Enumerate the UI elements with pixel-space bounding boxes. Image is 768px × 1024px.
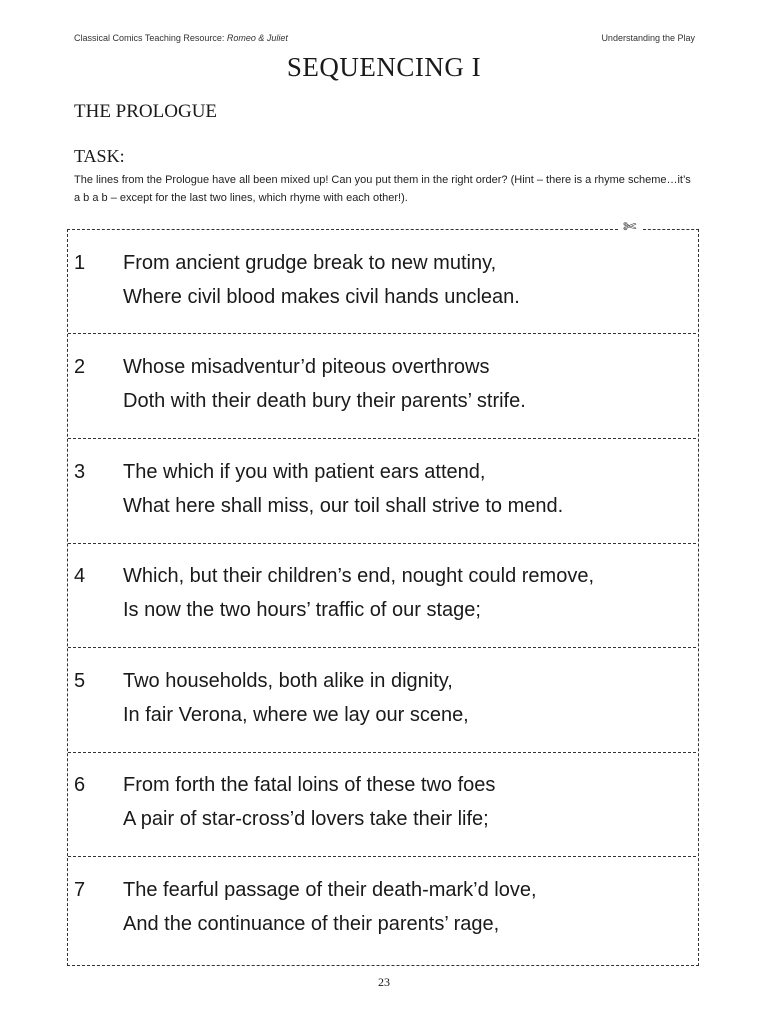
cut-line — [68, 647, 696, 648]
task-instructions: The lines from the Prologue have all been mixed up! Can you put them in the right order? (Hint – there is a rhyme scheme…it’s a b a b – except for the last two lines, which rhyme with each other!). — [74, 174, 691, 204]
strip-number: 1 — [74, 252, 86, 274]
top-cut-line — [67, 229, 618, 230]
strip-line-2: Is now the two hours’ traffic of our stage; — [123, 599, 481, 621]
strip-number: 6 — [74, 774, 86, 796]
strip-line-1: The which if you with patient ears attend, — [123, 461, 486, 483]
header-resource-title — [74, 33, 288, 43]
cut-line — [68, 543, 696, 544]
strip-line-1: Which, but their children’s end, nought could remove, — [123, 565, 595, 587]
section-subtitle: THE PROLOGUE — [74, 101, 218, 122]
header-resource-prefix: Classical Comics Teaching Resource: — [74, 33, 227, 43]
strip-line-2: In fair Verona, where we lay our scene, — [123, 704, 469, 726]
header-play-title: Romeo & Juliet — [226, 33, 288, 43]
strip-line-1: Two households, both alike in dignity, — [123, 670, 453, 692]
task-heading: TASK: — [74, 146, 125, 166]
page-title: SEQUENCING I — [286, 52, 482, 82]
strip-line-1: From forth the fatal loins of these two foes — [123, 774, 496, 796]
strip-line-1: From ancient grudge break to new mutiny, — [123, 252, 497, 274]
strip-number: 3 — [74, 461, 86, 483]
strip-line-2: Where civil blood makes civil hands unclean. — [123, 286, 520, 308]
strip-line-2: What here shall miss, our toil shall strive to mend. — [123, 495, 564, 517]
strip-number: 7 — [74, 879, 86, 901]
strip-line-1: Whose misadventur’d piteous overthrows — [123, 356, 490, 378]
strip-number: 2 — [74, 356, 86, 378]
cut-line — [68, 438, 696, 439]
scissors-icon: ✄ — [623, 219, 637, 236]
strip-line-2: And the continuance of their parents’ rage, — [123, 913, 500, 935]
strip-line-1: The fearful passage of their death-mark’d love, — [123, 879, 537, 901]
strip-number: 4 — [74, 565, 86, 587]
strip-number: 5 — [74, 670, 86, 692]
header-section-title: Understanding the Play — [601, 33, 695, 43]
top-cut-line-end — [643, 229, 699, 230]
cut-line — [68, 856, 696, 857]
cut-line — [68, 752, 696, 753]
cut-line — [68, 333, 696, 334]
page-number: 23 — [378, 975, 390, 989]
strip-line-2: Doth with their death bury their parents’ strife. — [123, 390, 526, 412]
strip-line-2: A pair of star-cross’d lovers take their life; — [123, 808, 489, 830]
